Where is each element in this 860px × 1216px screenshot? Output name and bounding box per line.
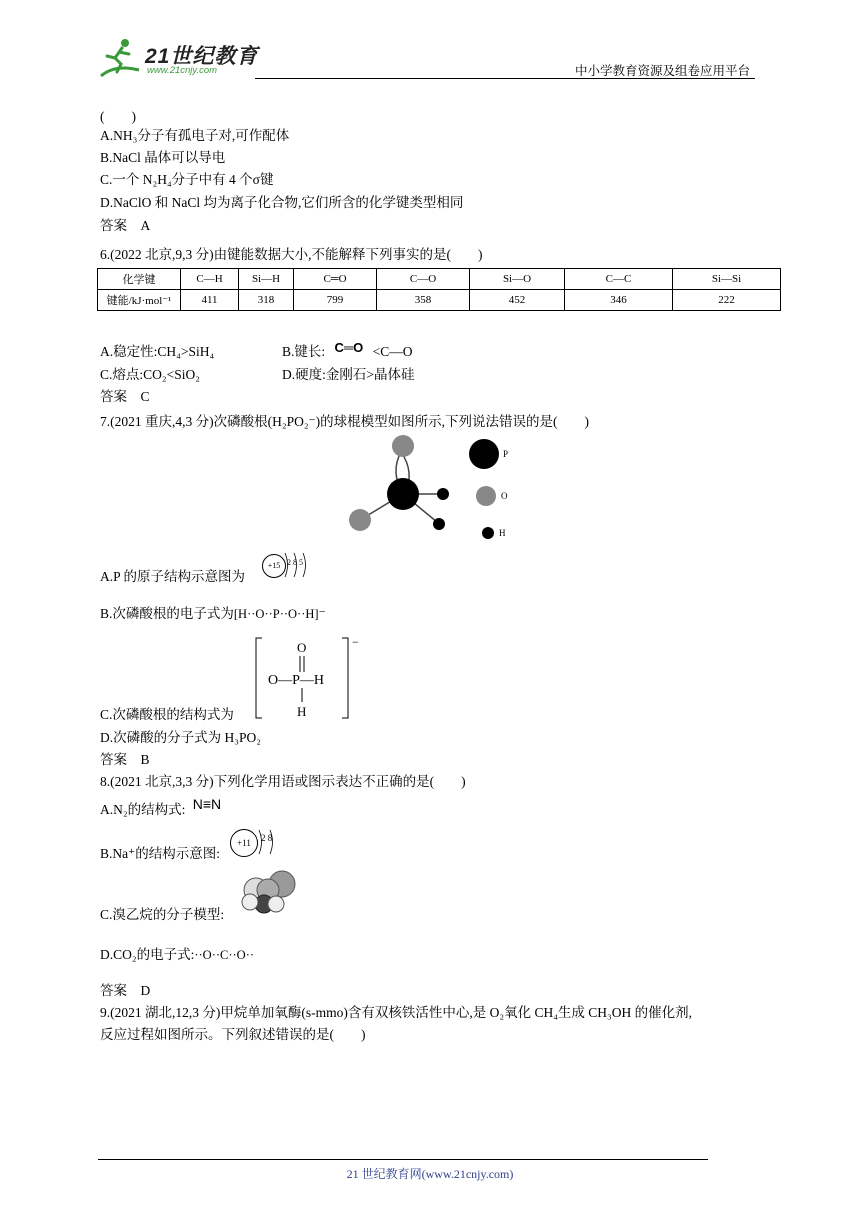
- q9-stem-line2: 反应过程如图所示。下列叙述错误的是( ): [100, 1027, 366, 1042]
- runner-logo-icon: [95, 36, 145, 80]
- q5-paren: ( ): [100, 109, 136, 124]
- q8-option-d: [100, 946, 254, 964]
- q5-option-d: D.NaClO 和 NaCl 均为离子化合物,它们所含的化学键类型相同: [100, 195, 464, 210]
- table-cell: Si—Si: [673, 269, 781, 290]
- table-cell: 358: [377, 290, 470, 311]
- q7-option-a: [100, 568, 245, 586]
- header-rule: [255, 78, 755, 79]
- q6-answer: 答案 C: [100, 389, 150, 404]
- formula-bottom-h: H: [297, 704, 307, 719]
- table-cell: 化学键: [98, 269, 181, 290]
- q7-option-c: C.次磷酸根的结构式为: [100, 707, 234, 722]
- legend-p-label: P: [503, 449, 509, 459]
- table-cell: C—O: [377, 269, 470, 290]
- table-cell: C═O: [294, 269, 377, 290]
- logo-title: 21世纪教育: [145, 45, 259, 68]
- shell-arcs-icon: [282, 550, 312, 580]
- q6-option-d: D.硬度:金刚石>晶体硅: [282, 367, 415, 382]
- shell-arcs-icon: [256, 827, 280, 857]
- table-cell: C—H: [181, 269, 239, 290]
- q8-answer: 答案 D: [100, 983, 151, 998]
- table-cell: Si—O: [470, 269, 565, 290]
- footer-text: 21 世纪教育网(www.21cnjy.com): [346, 1167, 514, 1181]
- q5-option-a: A.NH₃分子有孤电子对,可作配体: [100, 128, 290, 143]
- table-cell: 411: [181, 290, 239, 311]
- table-cell: 键能/kJ·mol⁻¹: [98, 290, 181, 311]
- charge-sign: ⁻: [318, 606, 326, 621]
- q9-stem-line1: 9.(2021 湖北,12,3 分)甲烷单加氧酶(s-mmo)含有双核铁活性中心,是 O₂氧化 CH₄生成 CH₃OH 的催化剂,: [100, 1005, 692, 1020]
- platform-name: 中小学教育资源及组卷应用平台: [575, 64, 751, 78]
- bond-energy-table: [97, 268, 781, 311]
- table-cell: C—C: [565, 269, 673, 290]
- q5-answer: 答案 A: [100, 218, 151, 233]
- na-nucleus: +11: [230, 829, 258, 857]
- ball-stick-model-figure: [345, 432, 525, 542]
- na-ion-structure-diagram: [230, 827, 280, 857]
- q7-option-b-prefix: B.次磷酸根的电子式为: [100, 606, 234, 621]
- header-logo: [95, 36, 260, 80]
- co2-electron-formula: ··O··C··O··: [194, 948, 255, 962]
- legend-h-icon: [482, 527, 494, 539]
- q8-option-a-prefix: A.N₂的结构式:: [100, 802, 186, 817]
- q6-option-b-suffix: <C—O: [372, 344, 413, 359]
- oxygen-atom-icon: [392, 435, 414, 457]
- c-double-o-formula: C═O: [334, 340, 364, 355]
- n2-structure-formula: N≡N: [192, 796, 222, 812]
- table-cell: 222: [673, 290, 781, 311]
- logo-url: www.21cnjy.com: [147, 65, 218, 76]
- legend-o-label: O: [501, 491, 508, 501]
- q8-option-b: B.Na⁺的结构示意图:: [100, 846, 220, 861]
- footer-rule: [98, 1159, 708, 1160]
- q7-option-d: D.次磷酸的分子式为 H₃PO₂: [100, 730, 261, 745]
- legend-p-icon: [469, 439, 499, 469]
- na-shells: 2 8: [261, 833, 273, 843]
- q6-option-c: C.熔点:CO₂<SiO₂: [100, 367, 200, 382]
- q8-stem: 8.(2021 北京,3,3 分)下列化学用语或图示表达不正确的是( ): [100, 774, 466, 789]
- q6-stem: 6.(2022 北京,9,3 分)由键能数据大小,不能解释下列事实的是( ): [100, 247, 483, 262]
- table-row: [98, 290, 781, 311]
- p-shells: 2 8 5: [287, 558, 303, 567]
- legend-o-icon: [476, 486, 496, 506]
- phosphorus-atom-icon: [387, 478, 419, 510]
- table-row: [98, 269, 781, 290]
- q6-option-b: [282, 340, 413, 361]
- formula-middle: O—P—H: [268, 673, 325, 688]
- q7-answer: 答案 B: [100, 752, 150, 767]
- q6-option-a: A.稳定性:CH₄>SiH₄: [100, 344, 215, 359]
- q8-option-a: [100, 796, 222, 819]
- table-cell: 452: [470, 290, 565, 311]
- q7-option-a-prefix: A.P 的原子结构示意图为: [100, 569, 246, 584]
- formula-top-o: O: [297, 640, 307, 655]
- table-cell: Si—H: [239, 269, 294, 290]
- table-cell: 346: [565, 290, 673, 311]
- q5-option-c: C.一个 N₂H₄分子中有 4 个σ键: [100, 172, 274, 187]
- hydrogen-atom-icon: [433, 518, 445, 530]
- p-nucleus: +15: [262, 554, 286, 578]
- q7-option-b: [100, 605, 326, 623]
- legend-h-label: H: [499, 528, 506, 538]
- q7-stem: 7.(2021 重庆,4,3 分)次磷酸根(H₂PO₂⁻)的球棍模型如图所示,下列说法错误的是( ): [100, 414, 590, 429]
- q8-option-d-prefix: D.CO₂的电子式:: [100, 947, 195, 962]
- formula-charge: −: [352, 635, 359, 649]
- q5-option-b: B.NaCl 晶体可以导电: [100, 150, 226, 165]
- table-cell: 318: [239, 290, 294, 311]
- table-cell: 799: [294, 290, 377, 311]
- p-atom-structure-diagram: [262, 550, 314, 580]
- structural-formula-diagram: [252, 634, 362, 722]
- bromoethane-model-icon: [238, 868, 298, 918]
- electron-formula: [H··O··P··O··H]: [233, 607, 319, 621]
- q8-option-c: C.溴乙烷的分子模型:: [100, 907, 225, 922]
- hydrogen-atom-icon: [437, 488, 449, 500]
- q6-option-b-prefix: B.键长:: [282, 344, 326, 359]
- oxygen-atom-icon: [349, 509, 371, 531]
